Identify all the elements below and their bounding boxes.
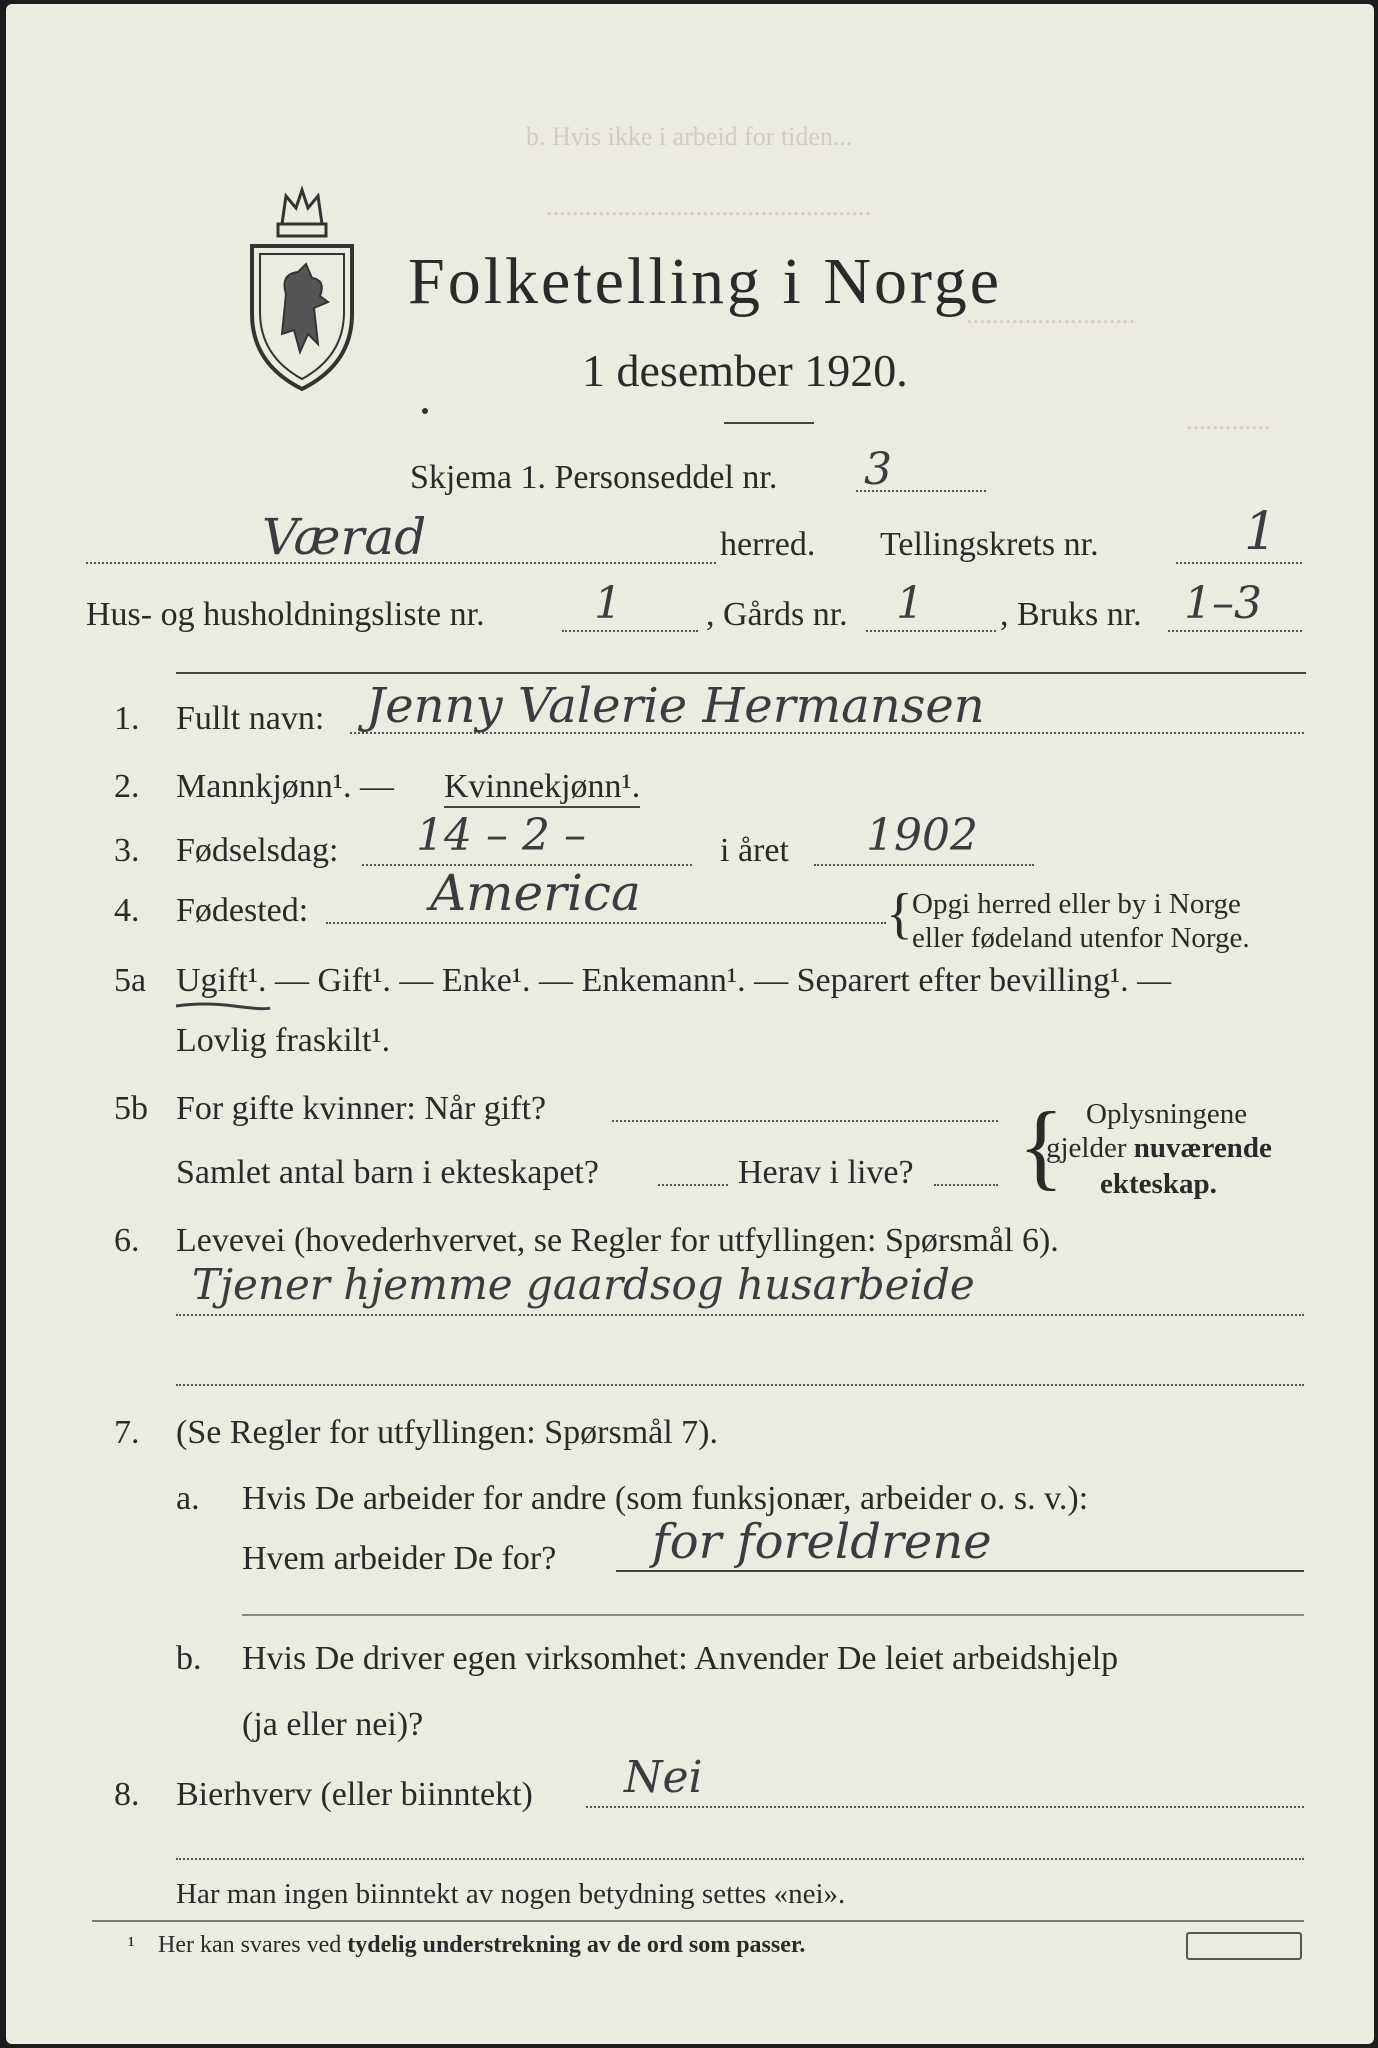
item-number-6: 6.	[114, 1222, 140, 1259]
tellingskrets-label: Tellingskrets nr.	[880, 526, 1099, 563]
birthplace-brace: {	[886, 883, 913, 945]
bleed-through-text: .............	[1186, 406, 1271, 435]
census-form-page	[6, 4, 1374, 2044]
secondary-income-line	[586, 1806, 1304, 1808]
5b-note-line3: ekteskap.	[1100, 1168, 1217, 1200]
birthplace-line	[326, 922, 886, 924]
item-number-8: 8.	[114, 1776, 140, 1813]
secondary-income-value: Nei	[624, 1752, 703, 1803]
herred-label: herred.	[720, 526, 816, 563]
item-number-7: 7.	[114, 1414, 140, 1451]
item-number-3: 3.	[114, 832, 140, 869]
occupation-line-1	[176, 1314, 1304, 1316]
employer-label: Hvem arbeider De for?	[242, 1540, 557, 1577]
birth-year-value: 1902	[866, 810, 978, 861]
bruks-value: 1–3	[1184, 578, 1262, 629]
full-name-value: Jenny Valerie Hermansen	[366, 678, 985, 734]
occupation-line-2	[176, 1384, 1304, 1386]
occupation-value: Tjener hjemme gaardsog husarbeide	[192, 1260, 975, 1309]
footnote-rule	[92, 1920, 1304, 1922]
personseddel-value: 3	[864, 444, 892, 495]
schema-label: Skjema 1. Personseddel nr.	[410, 459, 778, 496]
herred-value: Værad	[262, 508, 427, 566]
footnote-marker: ¹	[128, 1932, 135, 1957]
children-alive-line	[934, 1184, 998, 1186]
children-total-label: Samlet antal barn i ekteskapet?	[176, 1154, 599, 1191]
printer-stamp	[1186, 1932, 1302, 1960]
birthplace-value: America	[430, 864, 641, 922]
q7a-letter: a.	[176, 1480, 200, 1517]
secondary-income-note: Har man ingen biinntekt av nogen betydning settes «nei».	[176, 1878, 846, 1910]
birthday-label: Fødselsdag:	[176, 832, 339, 869]
birth-year-label: i året	[720, 832, 789, 869]
secondary-income-label: Bierhverv (eller biinntekt)	[176, 1776, 533, 1813]
gender-female-option: Kvinnekjønn¹.	[444, 768, 640, 808]
employer-line	[616, 1570, 1304, 1572]
item-number-1: 1.	[114, 700, 140, 737]
marital-status-options-cont: Lovlig fraskilt¹.	[176, 1022, 391, 1059]
ugift-underline-mark	[174, 1000, 274, 1014]
employer-value: for foreldrene	[652, 1514, 992, 1570]
birthday-value: 14 – 2 –	[416, 810, 586, 861]
bruks-label: , Bruks nr.	[1000, 596, 1142, 633]
q7b-answer-label: (ja eller nei)?	[242, 1706, 424, 1743]
q7b-letter: b.	[176, 1640, 202, 1677]
5b-note-line2: gjelder nuværende	[1046, 1132, 1272, 1164]
ink-dot	[422, 408, 428, 414]
birth-year-line	[814, 864, 1034, 866]
husholdningsliste-label: Hus- og husholdningsliste nr.	[86, 596, 485, 633]
birthplace-label: Fødested:	[176, 892, 309, 929]
birthplace-note-line2: eller fødeland utenfor Norge.	[912, 922, 1250, 954]
when-married-line	[612, 1120, 998, 1122]
q7-spacer-line	[242, 1614, 1304, 1616]
secondary-income-line-2	[176, 1858, 1304, 1860]
q7-label: (Se Regler for utfyllingen: Spørsmål 7).	[176, 1414, 719, 1451]
item-number-4: 4.	[114, 892, 140, 929]
item-number-5b: 5b	[114, 1090, 148, 1127]
bruks-line	[1168, 630, 1302, 632]
item-number-5a: 5a	[114, 962, 147, 999]
gards-line	[866, 630, 996, 632]
tellingskrets-line	[1176, 562, 1302, 564]
5b-brace: {	[1018, 1092, 1065, 1199]
header-separator	[176, 672, 1306, 674]
bleed-through-text: ..................................................	[546, 192, 871, 221]
gards-value: 1	[896, 578, 924, 629]
tellingskrets-value: 1	[1244, 502, 1278, 562]
title-rule	[724, 422, 814, 424]
husholdningsliste-line	[562, 630, 698, 632]
married-women-label: For gifte kvinner: Når gift?	[176, 1090, 547, 1127]
bleed-through-text: ..........................	[966, 300, 1135, 329]
form-date: 1 desember 1920.	[582, 345, 908, 396]
5b-note-line1: Oplysningene	[1086, 1098, 1248, 1130]
birthplace-note-line1: Opgi herred eller by i Norge	[912, 888, 1241, 920]
children-alive-label: Herav i live?	[738, 1154, 914, 1191]
bleed-through-text: b. Hvis ikke i arbeid for tiden...	[526, 122, 853, 151]
occupation-label: Levevei (hovederhvervet, se Regler for utfyllingen: Spørsmål 6).	[176, 1222, 1059, 1259]
children-total-line	[658, 1184, 728, 1186]
marital-status-options: Ugift¹. — Gift¹. — Enke¹. — Enkemann¹. — Separert efter bevilling¹. —	[176, 962, 1172, 999]
q7b-label: Hvis De driver egen virksomhet: Anvender De leiet arbeidshjelp	[242, 1640, 1119, 1677]
husholdningsliste-value: 1	[594, 578, 622, 629]
item-number-2: 2.	[114, 768, 140, 805]
q7a-label: Hvis De arbeider for andre (som funksjonær, arbeider o. s. v.):	[242, 1480, 1089, 1517]
full-name-label: Fullt navn:	[176, 700, 325, 737]
coat-of-arms-icon	[242, 184, 362, 394]
gender-male-option: Mannkjønn¹. —	[176, 768, 394, 805]
footnote-text: Her kan svares ved tydelig understrekning av de ord som passer.	[158, 1932, 806, 1958]
gards-label: , Gårds nr.	[706, 596, 848, 633]
form-title: Folketelling i Norge	[408, 245, 1003, 318]
